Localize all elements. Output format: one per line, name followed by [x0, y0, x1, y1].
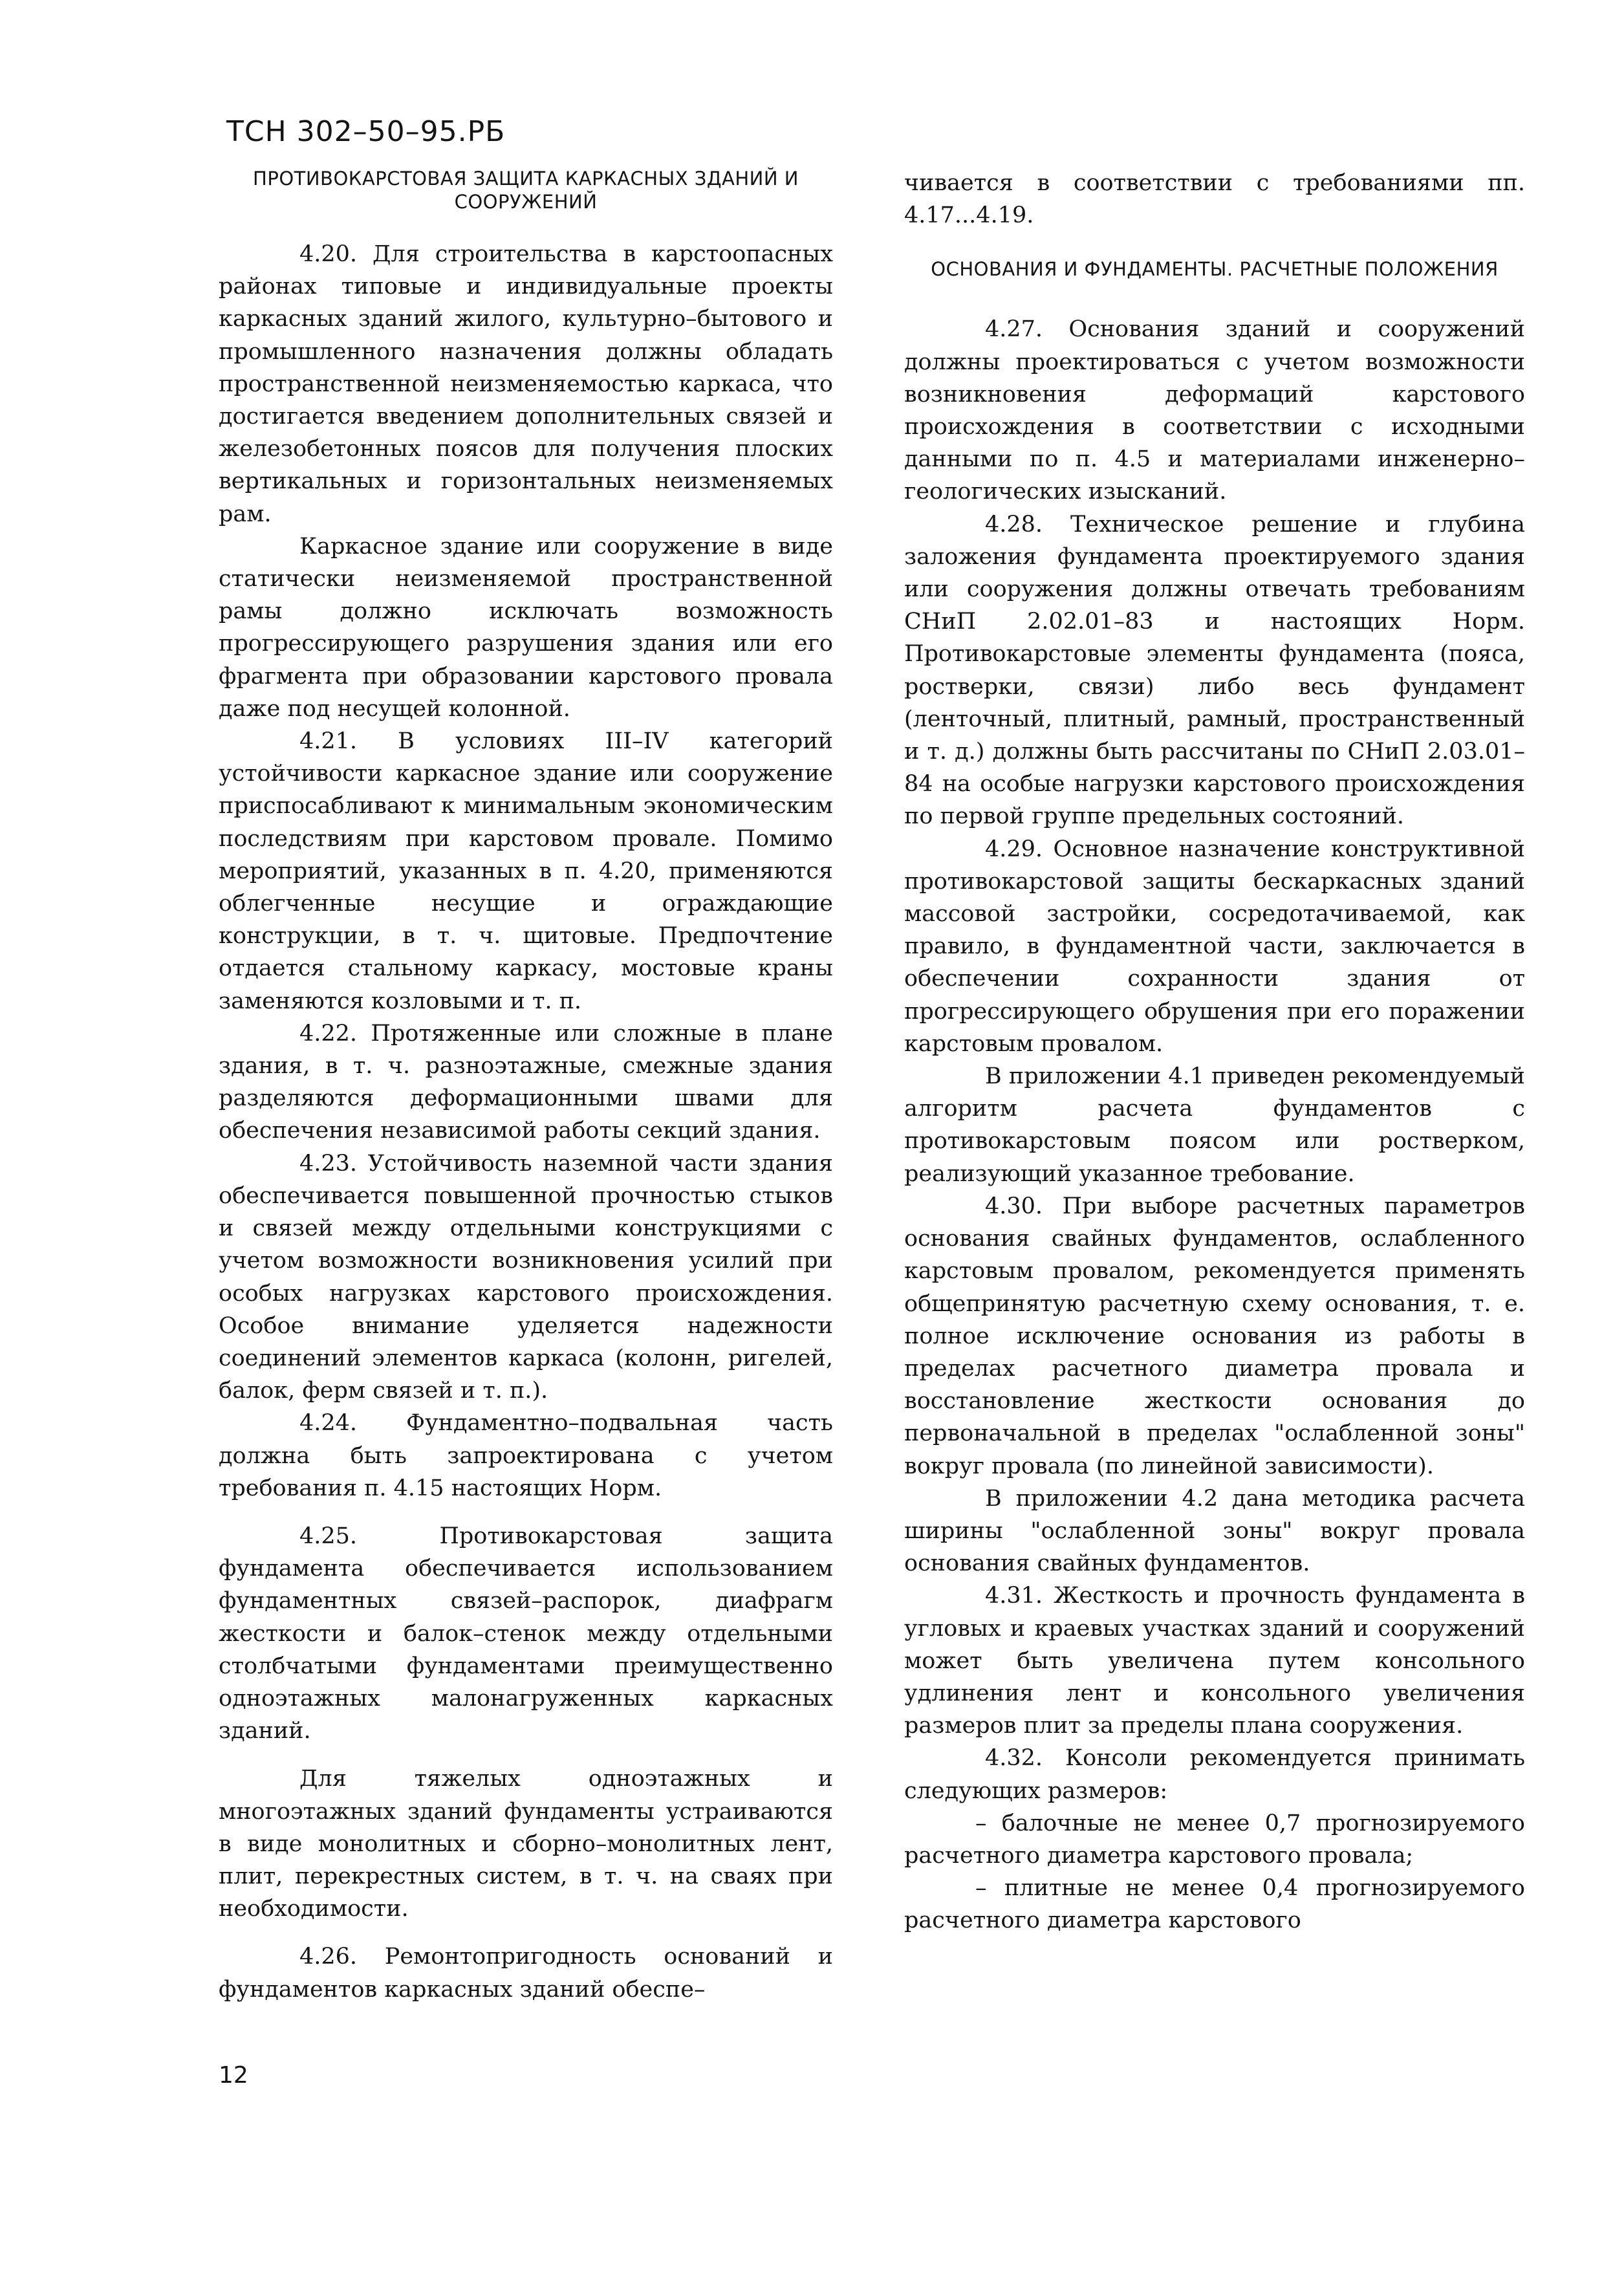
paragraph-4-21: 4.21. В условиях III–IV категорий устойчивости каркасное здание или сооружение приспосабливают к минимальным экономическим последствиям при карстовом провале. Помимо мероприятий, указанных в п. 4.20, применяются облегченные несущие и ограждающие конструкции, в т. ч. щитовые. Предпочтение отдается стальному каркасу, мостовые краны заменяются козловыми и т. п.: [219, 728, 833, 1014]
paragraph-4-29: 4.29. Основное назначение конструктивной противокарстовой защиты бескаркасных зданий массовой застройки, сосредотачиваемой, как правило, в фундаментной части, заключается в обеспечении сохранности здания от прогрессирующего обрушения при его поражении карстовым провалом.: [904, 836, 1525, 1057]
right-column: [904, 167, 1525, 1937]
paragraph-4-23: 4.23. Устойчивость наземной части здания обеспечивается повышенной прочностью стыков и связей между отдельными конструкциями с учетом возможности возникновения усилий при особых нагрузках карстового происхождения. Особое внимание уделяется надежности соединений элементов каркаса (колонн, ригелей, балок, ферм связей и т. п.).: [219, 1150, 833, 1404]
page-number: 12: [219, 2062, 248, 2089]
section-title-foundations: ОСНОВАНИЯ И ФУНДАМЕНТЫ. РАСЧЕТНЫЕ ПОЛОЖЕНИЯ: [931, 258, 1499, 281]
paragraph-4-29-cont: В приложении 4.1 приведен рекомендуемый алгоритм расчета фундаментов с противокарстовым поясом или ростверком, реализующий указанное требование.: [904, 1063, 1525, 1187]
paragraph-4-31: 4.31. Жесткость и прочность фундамента в угловых и краевых участках зданий и сооружений может быть увеличена путем консольного удлинения лент и консольного увеличения размеров плит за пределы плана сооружения.: [904, 1583, 1525, 1739]
paragraph-4-20: 4.20. Для строительства в карстоопасных районах типовые и индивидуальные проекты каркасных зданий жилого, культурно–бытового и промышленного назначения должны обладать пространственной неизменяемостью каркаса, что достигается введением дополнительных связей и железобетонных поясов для получения плоских вертикальных и горизонтальных неизменяемых рам.: [219, 241, 833, 527]
paragraph-4-20-cont: Каркасное здание или сооружение в виде статически неизменяемой пространственной рамы должно исключать возможность прогрессирующего разрушения здания или его фрагмента при образовании карстового провала даже под несущей колонной.: [219, 533, 833, 722]
list-item-slab-consoles: – плитные не менее 0,4 прогнозируемого расчетного диаметра карстового: [904, 1875, 1525, 1934]
paragraph-4-25: 4.25. Противокарстовая защита фундамента обеспечивается использованием фундаментных связей–распорок, диафрагм жесткости и балок–стенок между отдельными столбчатыми фундаментами преимущественно одноэтажных малонагруженных каркасных зданий.: [219, 1523, 833, 1744]
paragraph-4-30-cont: В приложении 4.2 дана методика расчета ширины "ослабленной зоны" вокруг провала основания свайных фундаментов.: [904, 1485, 1525, 1577]
paragraph-4-25-cont: Для тяжелых одноэтажных и многоэтажных зданий фундаменты устраиваются в виде монолитных и сборно–монолитных лент, плит, перекрестных систем, в т. ч. на сваях при необходимости.: [219, 1766, 833, 1922]
paragraph-4-32: 4.32. Консоли рекомендуется принимать следующих размеров:: [904, 1745, 1525, 1804]
paragraph-4-26-cont: чивается в соответствии с требованиями пп. 4.17...4.19.: [904, 170, 1525, 229]
list-item-beam-consoles: – балочные не менее 0,7 прогнозируемого расчетного диаметра карстового провала;: [904, 1810, 1525, 1869]
paragraph-4-28: 4.28. Техническое решение и глубина заложения фундамента проектируемого здания или сооружения должны отвечать требованиям СНиП 2.02.01–83 и настоящих Норм. Противокарстовые элементы фундамента (пояса, ростверки, связи) либо весь фундамент (ленточный, плитный, рамный, пространственный и т. д.) должны быть рассчитаны по СНиП 2.03.01–84 на особые нагрузки карстового происхождения по первой группе предельных состояний.: [904, 511, 1525, 830]
left-column: [219, 167, 833, 2006]
document-code-header: ТСН 302–50–95.РБ: [226, 115, 506, 148]
paragraph-4-24: 4.24. Фундаментно–подвальная часть должна быть запроектирована с учетом требования п. 4.15 настоящих Норм.: [219, 1410, 833, 1501]
paragraph-4-22: 4.22. Протяженные или сложные в плане здания, в т. ч. разноэтажные, смежные здания разделяются деформационными швами для обеспечения независимой работы секций здания.: [219, 1020, 833, 1144]
paragraph-4-26: 4.26. Ремонтопригодность оснований и фундаментов каркасных зданий обеспе–: [219, 1944, 833, 2003]
paragraph-4-27: 4.27. Основания зданий и сооружений должны проектироваться с учетом возможности возникновения деформаций карстового происхождения в соответствии с исходными данными по п. 4.5 и материалами инженерно–геологических изысканий.: [904, 316, 1525, 505]
section-title-karst-protection: ПРОТИВОКАРСТОВАЯ ЗАЩИТА КАРКАСНЫХ ЗДАНИЙ И СООРУЖЕНИЙ: [253, 168, 799, 213]
paragraph-4-30: 4.30. При выборе расчетных параметров основания свайных фундаментов, ослабленного карстовым провалом, рекомендуется применять общепринятую расчетную схему основания, т. е. полное исключение основания из работы в пределах расчетного диаметра провала и восстановление жесткости основания до первоначальной в пределах "ослабленной зоны" вокруг провала (по линейной зависимости).: [904, 1193, 1525, 1479]
